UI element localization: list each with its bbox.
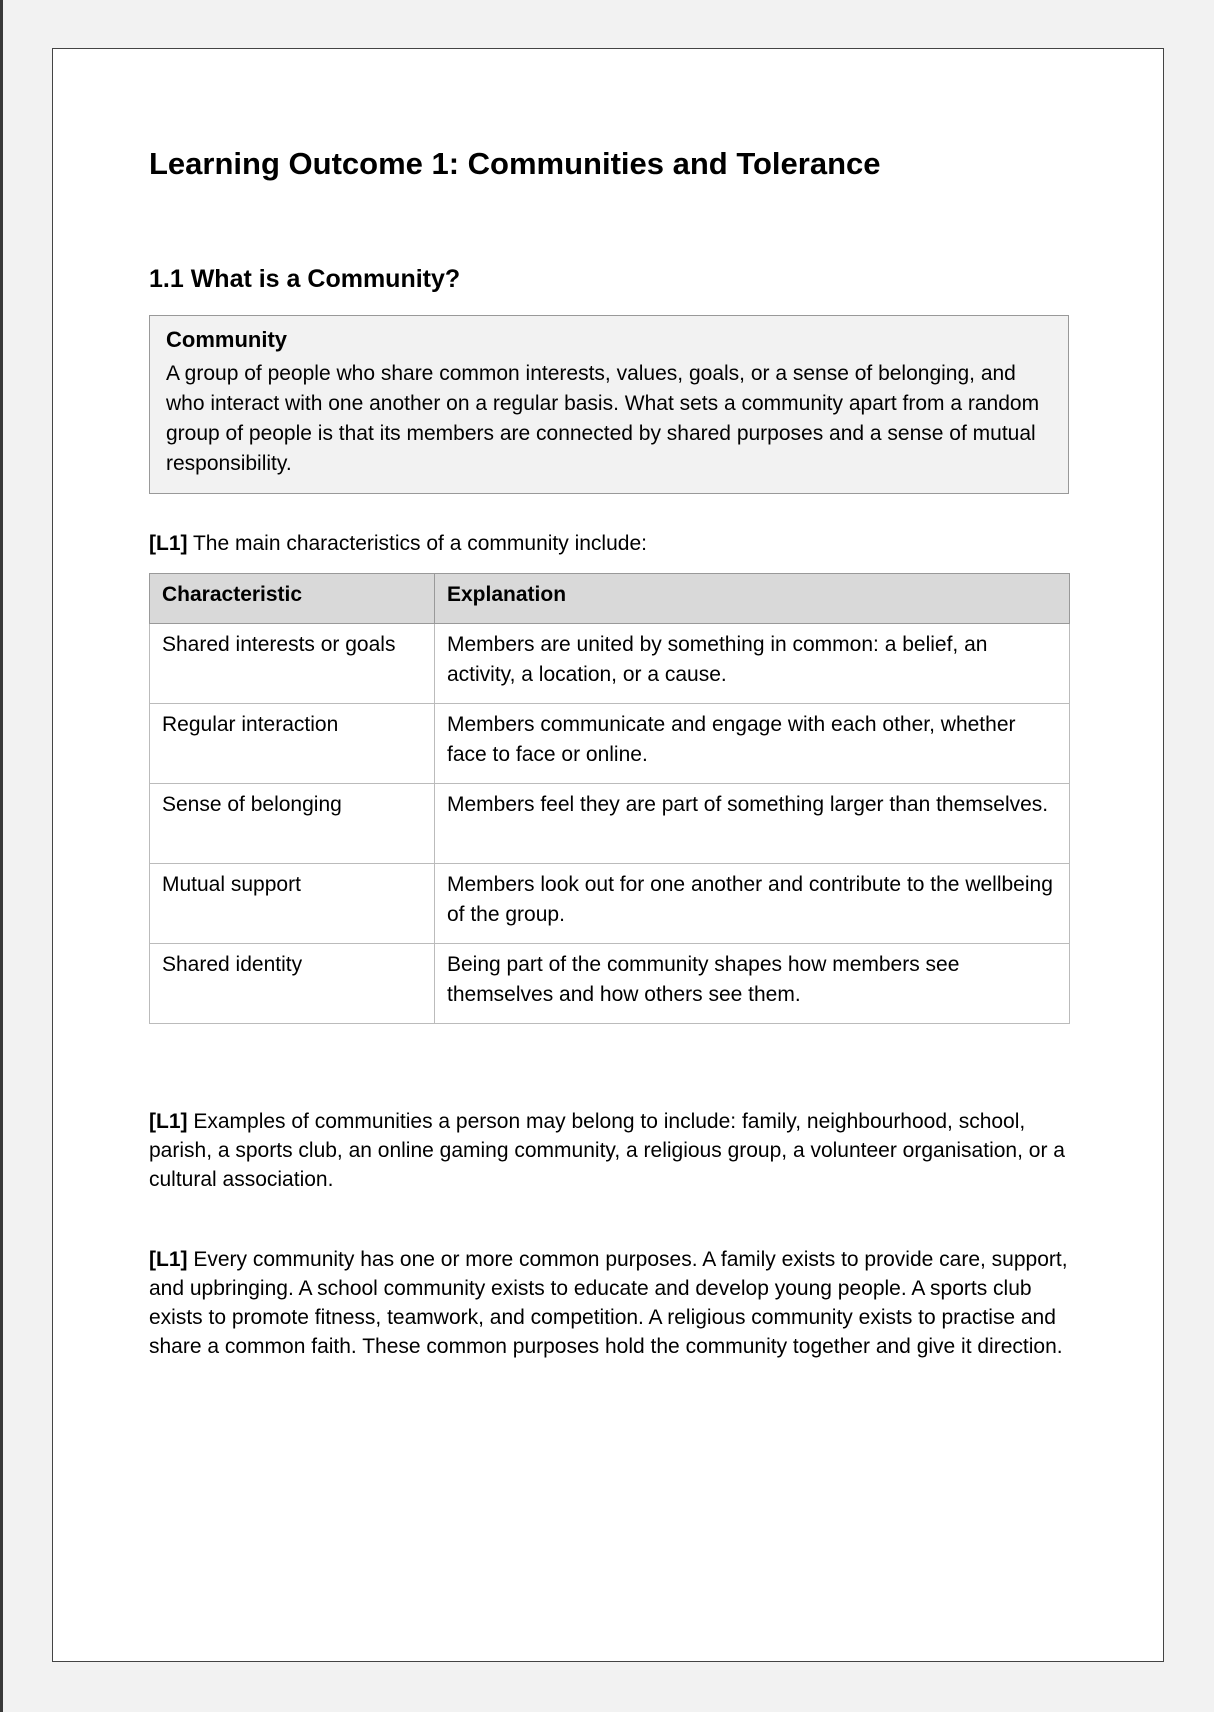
column-header-explanation: Explanation (435, 574, 1070, 624)
definition-text: A group of people who share common interests, values, goals, or a sense of belonging, and who interact with one another on a regular basis. What sets a community apart from a random group of people is that its members are connected by shared purposes and a sense of mutual responsibility. (166, 362, 1040, 475)
table-row (150, 704, 1070, 784)
definition-box (149, 315, 1069, 494)
definition-term: Community (166, 327, 287, 352)
cell-characteristic: Sense of belonging (150, 784, 435, 864)
document-page (52, 48, 1164, 1662)
cell-characteristic: Shared identity (150, 944, 435, 1024)
level-tag: [L1] (149, 1248, 188, 1271)
cell-explanation: Members are united by something in common: a belief, an activity, a location, or a cause. (435, 624, 1070, 704)
cell-characteristic: Shared interests or goals (150, 624, 435, 704)
cell-explanation: Members communicate and engage with each other, whether face to face or online. (435, 704, 1070, 784)
window-edge (0, 0, 3, 1712)
characteristics-table (149, 573, 1070, 1024)
paragraph-text: Every community has one or more common purposes. A family exists to provide care, support, and upbringing. A school community exists to educate and develop young people. A sports club exists to promote fitness, teamwork, and competition. A religious community exists to practise and share a common faith. These common purposes hold the community together and give it direction. (149, 1248, 1068, 1358)
table-row (150, 944, 1070, 1024)
table-header-row (150, 574, 1070, 624)
table-row (150, 624, 1070, 704)
cell-explanation: Members feel they are part of something larger than themselves. (435, 784, 1070, 864)
paragraph-text: Examples of communities a person may belong to include: family, neighbourhood, school, parish, a sports club, an online gaming community, a religious group, a volunteer organisation, or a cultural association. (149, 1110, 1065, 1191)
level-tag: [L1] (149, 532, 188, 555)
table-intro (149, 529, 1069, 559)
purposes-paragraph (149, 1245, 1069, 1361)
intro-text: The main characteristics of a community include: (187, 532, 647, 555)
cell-characteristic: Regular interaction (150, 704, 435, 784)
examples-paragraph (149, 1107, 1069, 1194)
table-row (150, 864, 1070, 944)
cell-explanation: Members look out for one another and contribute to the wellbeing of the group. (435, 864, 1070, 944)
section-heading: 1.1 What is a Community? (149, 265, 461, 293)
table-row (150, 784, 1070, 864)
cell-characteristic: Mutual support (150, 864, 435, 944)
page-title: Learning Outcome 1: Communities and Tolerance (149, 146, 881, 181)
column-header-characteristic: Characteristic (150, 574, 435, 624)
level-tag: [L1] (149, 1110, 188, 1133)
cell-explanation: Being part of the community shapes how members see themselves and how others see them. (435, 944, 1070, 1024)
